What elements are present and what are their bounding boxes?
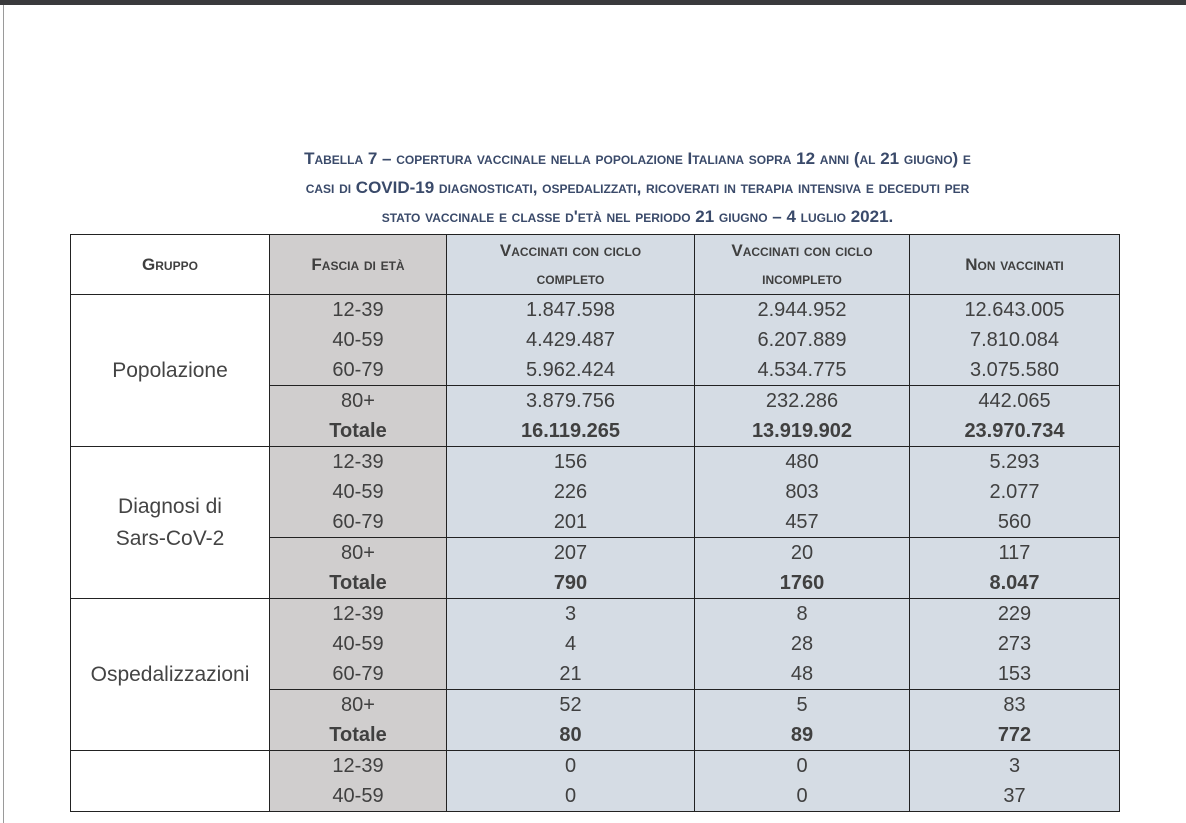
header-row xyxy=(71,235,1120,295)
group-cell xyxy=(71,751,270,812)
age-cell: 80+ xyxy=(270,690,447,721)
non-vaccinati-cell: 83 xyxy=(910,690,1120,721)
header-gruppo: Gruppo xyxy=(71,235,270,295)
completo-cell: 80 xyxy=(447,720,695,751)
completo-cell: 52 xyxy=(447,690,695,721)
incompleto-cell: 4.534.775 xyxy=(695,355,910,386)
non-vaccinati-cell: 273 xyxy=(910,629,1120,659)
age-cell: 60-79 xyxy=(270,659,447,690)
incompleto-cell: 0 xyxy=(695,751,910,782)
age-cell: 80+ xyxy=(270,538,447,569)
completo-cell: 21 xyxy=(447,659,695,690)
header-completo-line-1: Vaccinati con ciclo xyxy=(499,240,642,260)
non-vaccinati-cell: 560 xyxy=(910,507,1120,538)
header-completo xyxy=(447,235,695,295)
incompleto-cell: 48 xyxy=(695,659,910,690)
header-incompleto-line-2: incompleto xyxy=(762,268,842,288)
age-cell: Totale xyxy=(270,720,447,751)
age-cell: 40-59 xyxy=(270,781,447,812)
incompleto-cell: 232.286 xyxy=(695,386,910,417)
incompleto-cell: 5 xyxy=(695,690,910,721)
incompleto-cell: 457 xyxy=(695,507,910,538)
age-cell: 12-39 xyxy=(270,751,447,782)
group-name-line: Diagnosi di xyxy=(118,494,222,518)
completo-cell: 0 xyxy=(447,751,695,782)
age-cell: 40-59 xyxy=(270,629,447,659)
group-cell xyxy=(71,447,270,599)
age-cell: 60-79 xyxy=(270,507,447,538)
caption-line-2: casi di COVID-19 diagnosticati, ospedalizzati, ricoverati in terapia intensiva e deceduti per xyxy=(305,178,970,197)
age-cell: Totale xyxy=(270,568,447,599)
incompleto-cell: 13.919.902 xyxy=(695,416,910,447)
caption-line-3: stato vaccinale e classe d'età nel periodo 21 giugno – 4 luglio 2021. xyxy=(381,207,894,226)
completo-cell: 0 xyxy=(447,781,695,812)
completo-cell: 790 xyxy=(447,568,695,599)
non-vaccinati-cell: 2.077 xyxy=(910,477,1120,507)
incompleto-cell: 89 xyxy=(695,720,910,751)
completo-cell: 3 xyxy=(447,599,695,630)
non-vaccinati-cell: 772 xyxy=(910,720,1120,751)
non-vaccinati-cell: 7.810.084 xyxy=(910,325,1120,355)
group-name-line: Popolazione xyxy=(112,358,228,382)
incompleto-cell: 2.944.952 xyxy=(695,295,910,326)
age-cell: 12-39 xyxy=(270,295,447,326)
age-cell: 12-39 xyxy=(270,599,447,630)
non-vaccinati-cell: 229 xyxy=(910,599,1120,630)
age-cell: 40-59 xyxy=(270,477,447,507)
non-vaccinati-cell: 442.065 xyxy=(910,386,1120,417)
header-completo-line-2: completo xyxy=(536,268,605,288)
completo-cell: 207 xyxy=(447,538,695,569)
non-vaccinati-cell: 8.047 xyxy=(910,568,1120,599)
table-row xyxy=(71,295,1120,326)
completo-cell: 4.429.487 xyxy=(447,325,695,355)
completo-cell: 3.879.756 xyxy=(447,386,695,417)
non-vaccinati-cell: 23.970.734 xyxy=(910,416,1120,447)
vaccination-table xyxy=(70,234,1120,812)
completo-cell: 226 xyxy=(447,477,695,507)
age-cell: 60-79 xyxy=(270,355,447,386)
non-vaccinati-cell: 37 xyxy=(910,781,1120,812)
age-cell: Totale xyxy=(270,416,447,447)
header-fascia: Fascia di età xyxy=(270,235,447,295)
top-bar xyxy=(0,0,1186,5)
table-body xyxy=(71,295,1120,812)
completo-cell: 4 xyxy=(447,629,695,659)
incompleto-cell: 480 xyxy=(695,447,910,478)
non-vaccinati-cell: 5.293 xyxy=(910,447,1120,478)
group-name-line: Ospedalizzazioni xyxy=(90,662,250,686)
header-incompleto xyxy=(695,235,910,295)
group-cell xyxy=(71,295,270,447)
table-row xyxy=(71,447,1120,478)
non-vaccinati-cell: 3.075.580 xyxy=(910,355,1120,386)
non-vaccinati-cell: 12.643.005 xyxy=(910,295,1120,326)
header-incompleto-line-1: Vaccinati con ciclo xyxy=(731,240,873,260)
incompleto-cell: 803 xyxy=(695,477,910,507)
incompleto-cell: 0 xyxy=(695,781,910,812)
page-edge xyxy=(3,5,4,823)
non-vaccinati-cell: 117 xyxy=(910,538,1120,569)
header-non-vaccinati: Non vaccinati xyxy=(910,235,1120,295)
completo-cell: 156 xyxy=(447,447,695,478)
table-row xyxy=(71,751,1120,782)
completo-cell: 1.847.598 xyxy=(447,295,695,326)
completo-cell: 5.962.424 xyxy=(447,355,695,386)
incompleto-cell: 1760 xyxy=(695,568,910,599)
incompleto-cell: 20 xyxy=(695,538,910,569)
non-vaccinati-cell: 153 xyxy=(910,659,1120,690)
incompleto-cell: 6.207.889 xyxy=(695,325,910,355)
group-name-line: Sars-CoV-2 xyxy=(115,526,225,550)
age-cell: 80+ xyxy=(270,386,447,417)
incompleto-cell: 28 xyxy=(695,629,910,659)
group-cell xyxy=(71,599,270,751)
table-caption xyxy=(150,144,1125,231)
completo-cell: 201 xyxy=(447,507,695,538)
caption-line-1: Tabella 7 – copertura vaccinale nella popolazione Italiana sopra 12 anni (al 21 giugno) e xyxy=(304,149,971,168)
completo-cell: 16.119.265 xyxy=(447,416,695,447)
age-cell: 40-59 xyxy=(270,325,447,355)
non-vaccinati-cell: 3 xyxy=(910,751,1120,782)
table-row xyxy=(71,599,1120,630)
incompleto-cell: 8 xyxy=(695,599,910,630)
age-cell: 12-39 xyxy=(270,447,447,478)
